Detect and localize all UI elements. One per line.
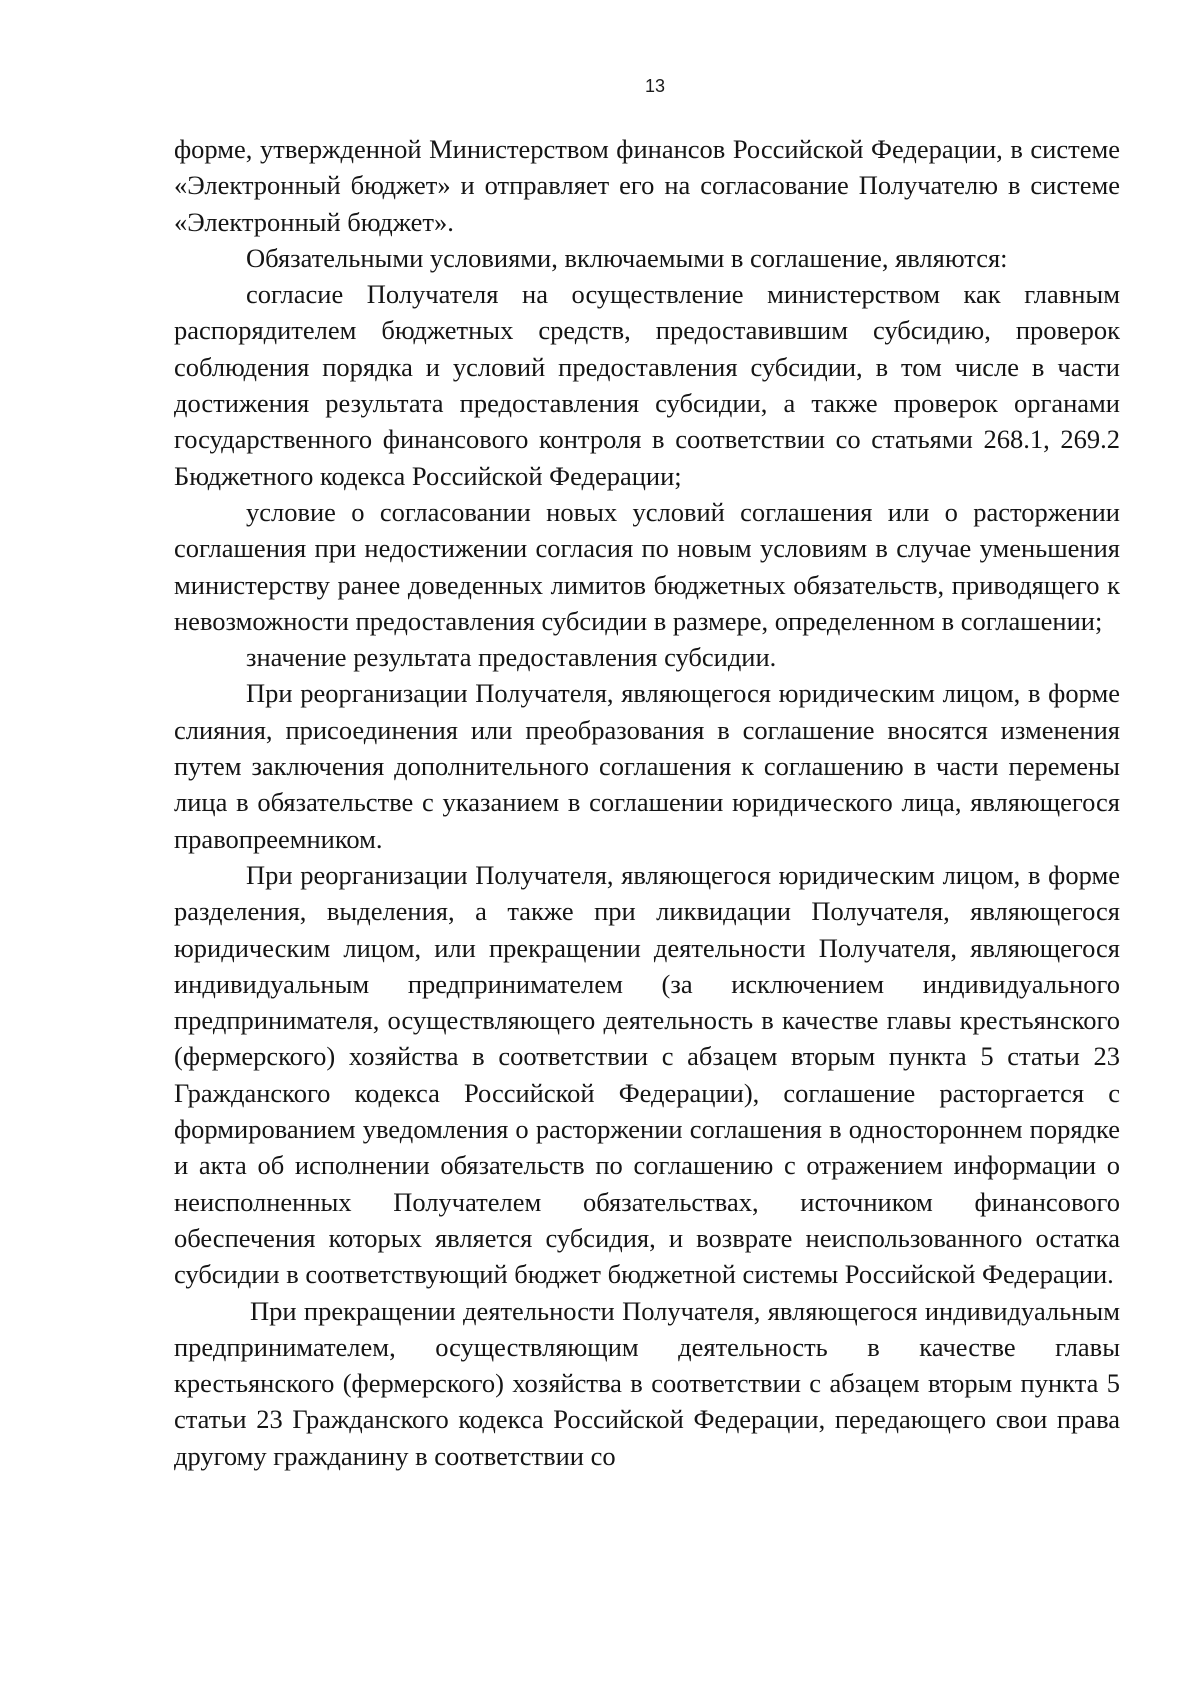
paragraph-result-value: значение результата предоставления субсидии.: [246, 642, 777, 673]
paragraph-mandatory-conditions: Обязательными условиями, включаемыми в соглашение, являются:: [246, 242, 1008, 273]
paragraph-farm-head-termination: При прекращении деятельности Получателя, являющегося индивидуальным предпринимателем, осуществляющим деятельность в качестве главы крестьянского (фермерского) хозяйства в соответствии с абзацем вторым пункта 5 статьи 23 Гражданского кодекса Российской Федерации, передающего свои права другому гражданину в соответствии со: [174, 1295, 1120, 1471]
document-body: [174, 131, 1120, 1474]
paragraph-reorganization-division: При реорганизации Получателя, являющегося юридическим лицом, в форме разделения, выделения, а также при ликвидации Получателя, являющегося юридическим лицом, или прекращении деятельности Получателя, являющегося индивидуальным предпринимателем (за исключением индивидуального предпринимателя, осуществляющего деятельность в качестве главы крестьянского (фермерского) хозяйства в соответствии с абзацем вторым пункта 5 статьи 23 Гражданского кодекса Российской Федерации), соглашение расторгается с формированием уведомления о расторжении соглашения в одностороннем порядке и акта об исполнении обязательств по соглашению с отражением информации о неисполненных Получателем обязательствах, источником финансового обеспечения которых является субсидия, и возврате неиспользованного остатка субсидии в соответствующий бюджет бюджетной системы Российской Федерации.: [174, 859, 1120, 1290]
paragraph-reorganization-merger: При реорганизации Получателя, являющегося юридическим лицом, в форме слияния, присоединения или преобразования в соглашение вносятся изменения путем заключения дополнительного соглашения к соглашению в части перемены лица в обязательстве с указанием в соглашении юридического лица, являющегося правопреемником.: [174, 678, 1120, 854]
page-number: 13: [644, 76, 666, 96]
paragraph-continuation: форме, утвержденной Министерством финансов Российской Федерации, в системе «Электронный бюджет» и отправляет его на согласование Получателю в системе «Электронный бюджет».: [174, 134, 1120, 237]
paragraph-new-terms-condition: условие о согласовании новых условий соглашения или о расторжении соглашения при недостижении согласия по новым условиям в случае уменьшения министерству ранее доведенных лимитов бюджетных обязательств, приводящего к невозможности предоставления субсидии в размере, определенном в соглашении;: [174, 496, 1120, 636]
paragraph-consent-condition: согласие Получателя на осуществление министерством как главным распорядителем бюджетных средств, предоставившим субсидию, проверок соблюдения порядка и условий предоставления субсидии, в том числе в части достижения результата предоставления субсидии, а также проверок органами государственного финансового контроля в соответствии со статьями 268.1, 269.2 Бюджетного кодекса Российской Федерации;: [174, 279, 1120, 491]
